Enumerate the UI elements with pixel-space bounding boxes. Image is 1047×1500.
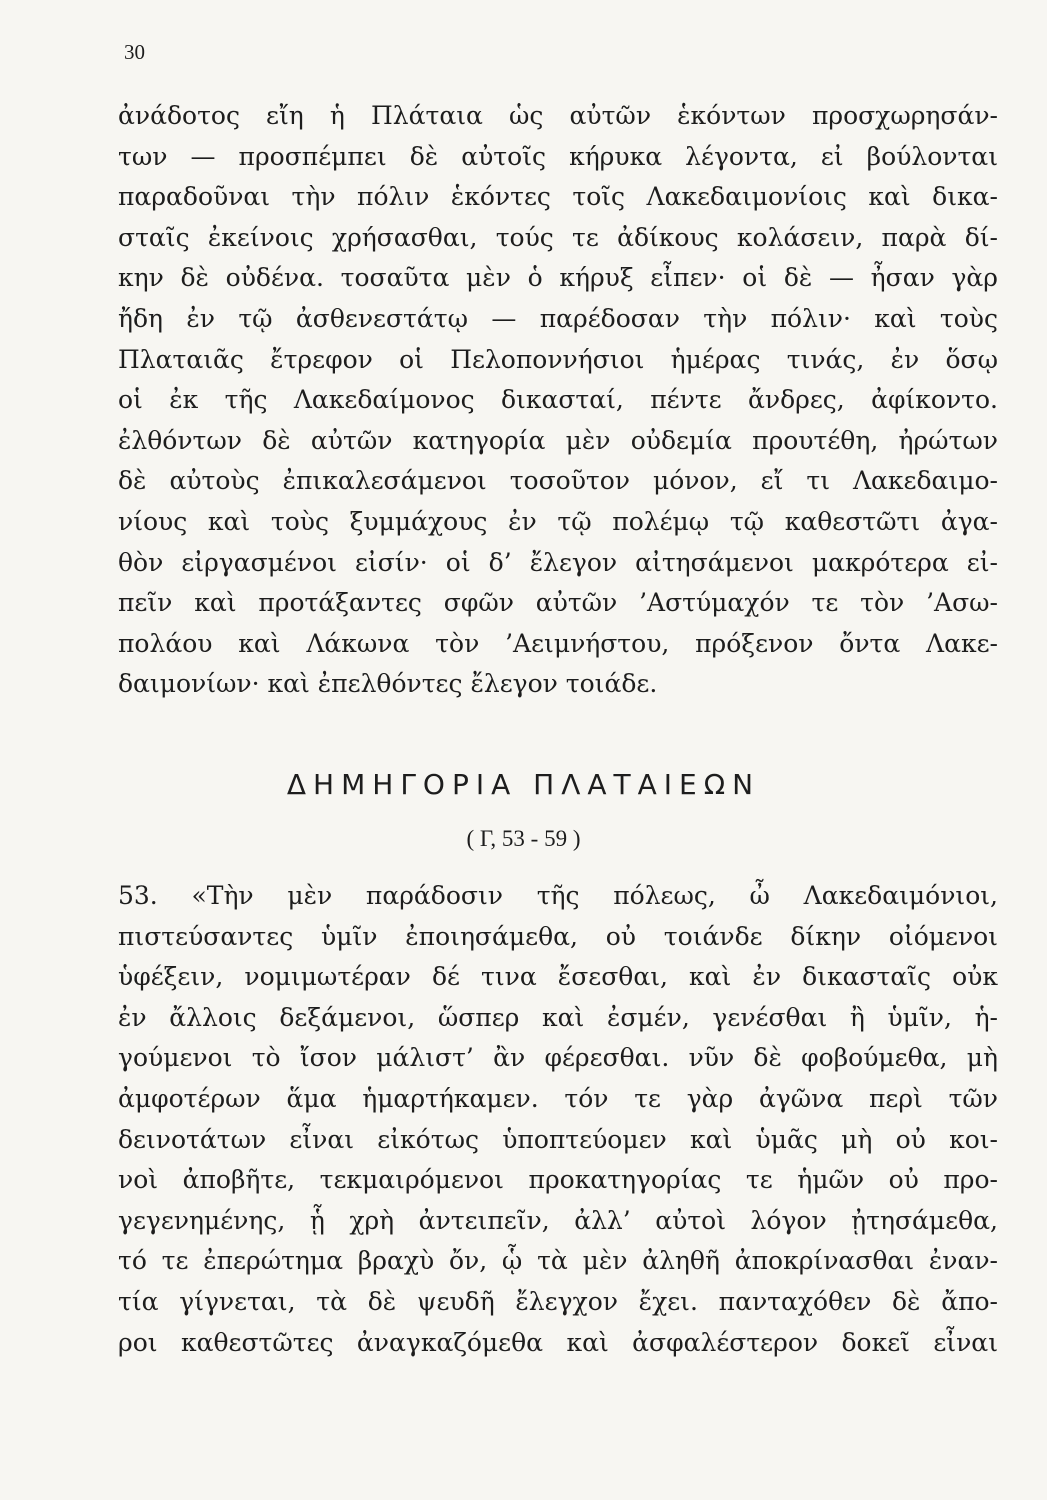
section-heading: ΔΗΜΗΓΟΡΙΑ ΠΛΑΤΑΙΕΩΝ bbox=[286, 768, 761, 801]
text-line: τία γίγνεται, τὰ δὲ ψευδῆ ἔλεγχον ἔχει. πανταχόθεν δὲ ἄπο- bbox=[118, 1286, 998, 1316]
text-line: ἀνάδοτος εἴη ἡ Πλάταια ὡς αὐτῶν ἑκόντων προσχωρησάν- bbox=[118, 101, 998, 130]
text-line: ἐν ἄλλοις δεξάμενοι, ὥσπερ καὶ ἐσμέν, γενέσθαι ἢ ὑμῖν, ἡ- bbox=[118, 1002, 998, 1032]
text-line: σταῖς ἐκείνοις χρήσασθαι, τούς τε ἀδίκους κολάσειν, παρὰ δί- bbox=[118, 222, 998, 252]
text-line: οἱ ἐκ τῆς Λακεδαίμονος δικασταί, πέντε ἄνδρες, ἀφίκοντο. bbox=[118, 385, 998, 415]
text-line: ροι καθεστῶτες ἀναγκαζόμεθα καὶ ἀσφαλέστερον δοκεῖ εἶναι bbox=[118, 1327, 998, 1357]
text-line: πιστεύσαντες ὑμῖν ἐποιησάμεθα, οὐ τοιάνδε δίκην οἰόμενοι bbox=[118, 921, 998, 951]
text-line: των — προσπέμπει δὲ αὐτοῖς κήρυκα λέγοντα, εἰ βούλονται bbox=[118, 141, 998, 171]
text-line: πολάου καὶ Λάκωνα τὸν ’Αειμνήστου, πρόξενον ὄντα Λακε- bbox=[118, 628, 998, 658]
text-line: δεινοτάτων εἶναι εἰκότως ὑποπτεύομεν καὶ ὑμᾶς μὴ οὐ κοι- bbox=[118, 1124, 998, 1154]
text-line: γούμενοι τὸ ἴσον μάλιστ’ ἂν φέρεσθαι. νῦν δὲ φοβούμεθα, μὴ bbox=[118, 1043, 998, 1073]
text-line: τό τε ἐπερώτημα βραχὺ ὄν, ᾧ τὰ μὲν ἀληθῆ ἀποκρίνασθαι ἐναν- bbox=[118, 1246, 998, 1276]
text-line: δὲ αὐτοὺς ἐπικαλεσάμενοι τοσοῦτον μόνον, εἴ τι Λακεδαιμο- bbox=[118, 466, 998, 496]
text-line: νίους καὶ τοὺς ξυμμάχους ἐν τῷ πολέμῳ τῷ καθεστῶτι ἀγα- bbox=[118, 506, 998, 536]
text-line: νοὶ ἀποβῆτε, τεκμαιρόμενοι προκατηγορίας τε ἡμῶν οὐ προ- bbox=[118, 1165, 998, 1195]
text-line: παραδοῦναι τὴν πόλιν ἑκόντες τοῖς Λακεδαιμονίοις καὶ δικα- bbox=[118, 182, 998, 212]
text-line: θὸν εἰργασμένοι εἰσίν· οἱ δ’ ἔλεγον αἰτησάμενοι μακρότερα εἰ- bbox=[118, 547, 998, 577]
text-line: γεγενημένης, ᾗ χρὴ ἀντειπεῖν, ἀλλ’ αὐτοὶ λόγον ᾐτησάμεθα, bbox=[118, 1205, 998, 1235]
text-line: Πλαταιᾶς ἔτρεφον οἱ Πελοποννήσιοι ἡμέρας τινάς, ἐν ὅσῳ bbox=[118, 344, 998, 374]
text-line: πεῖν καὶ προτάξαντες σφῶν αὐτῶν ’Αστύμαχόν τε τὸν ’Ασω- bbox=[118, 588, 998, 618]
text-line: ὑφέξειν, νομιμωτέραν δέ τινα ἔσεσθαι, καὶ ἐν δικασταῖς οὐκ bbox=[118, 962, 998, 992]
text-line: ἐλθόντων δὲ αὐτῶν κατηγορία μὲν οὐδεμία προυτέθη, ἠρώτων bbox=[118, 425, 998, 455]
text-line: ἀμφοτέρων ἅμα ἡμαρτήκαμεν. τόν τε γὰρ ἀγῶνα περὶ τῶν bbox=[118, 1083, 998, 1113]
page-number: 30 bbox=[124, 40, 145, 64]
text-line: δαιμονίων· καὶ ἐπελθόντες ἔλεγον τοιάδε. bbox=[118, 669, 658, 699]
text-line: 53. «Τὴν μὲν παράδοσιν τῆς πόλεως, ὦ Λακεδαιμόνιοι, bbox=[118, 881, 998, 910]
speech-paragraph bbox=[118, 876, 998, 1363]
text-line: κην δὲ οὐδένα. τοσαῦτα μὲν ὁ κήρυξ εἶπεν· οἱ δὲ — ἦσαν γὰρ bbox=[118, 263, 998, 293]
narrative-paragraph bbox=[118, 96, 998, 705]
text-line: ἤδη ἐν τῷ ἀσθενεστάτῳ — παρέδοσαν τὴν πόλιν· καὶ τοὺς bbox=[118, 303, 998, 333]
section-reference: ( Γ, 53 - 59 ) bbox=[466, 826, 581, 851]
